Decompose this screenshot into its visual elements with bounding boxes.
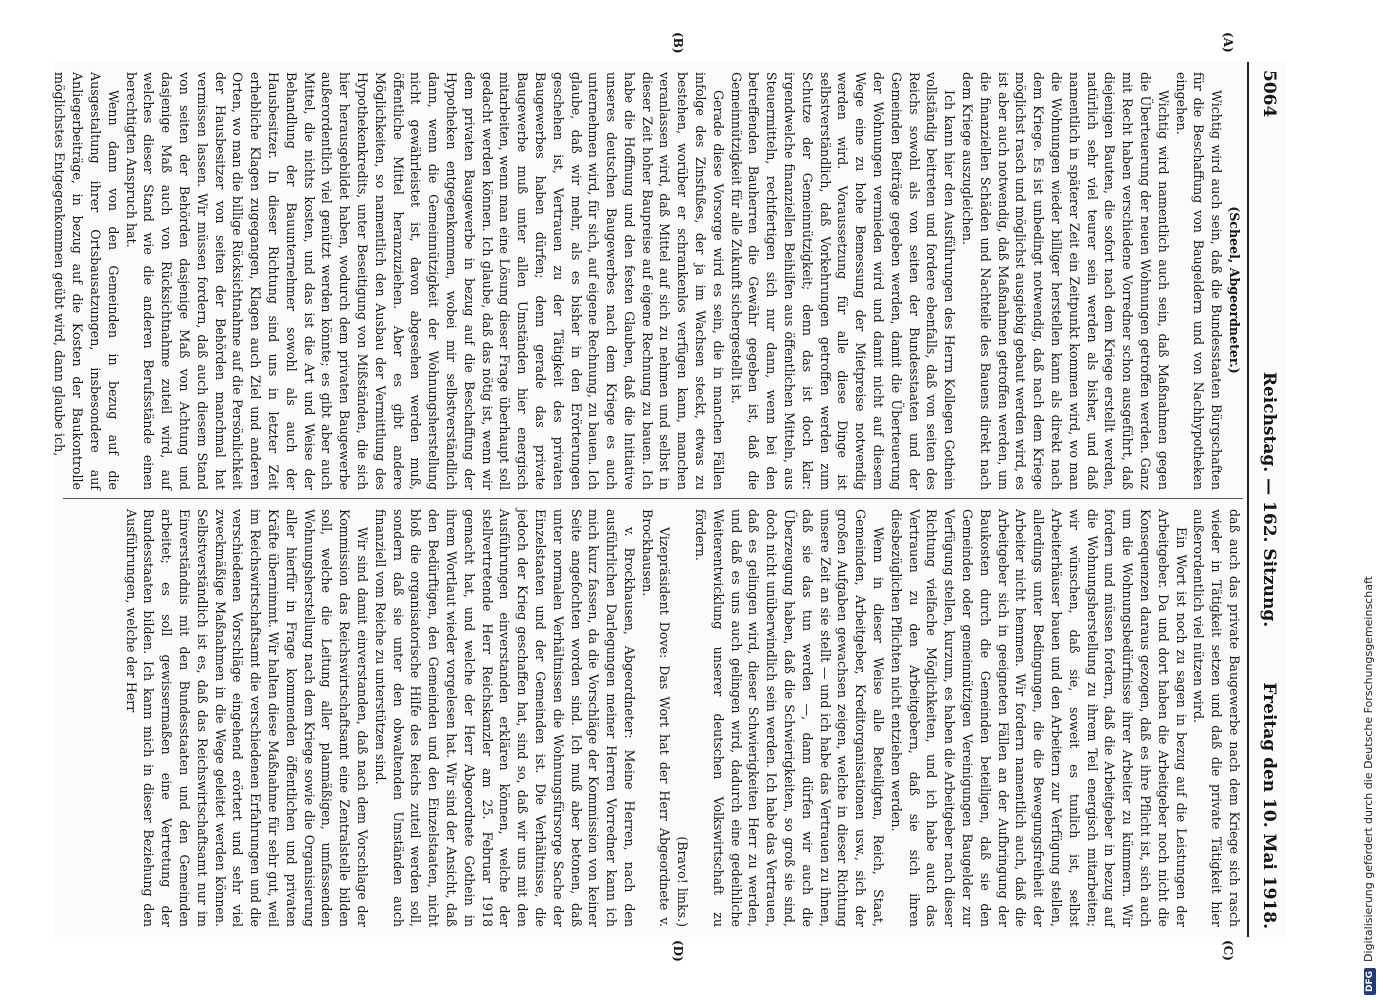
speaker-paragraph: v. Brockhausen, Abgeordneter: Meine Herren, nach den ausführlichen Darlegungen meiner Herren Vorredner kann ich mich kurz fassen, da die Vorschläge der Kommission von keiner Seite angefochten worden sind. Ich muß aber betonen, daß unter normalen Verhältnissen die Wohnungsfürsorge Sache der Einzelstaaten und der Gemeinden ist. Die Verhältnisse, die jedoch der Krieg geschaffen hat, sind so, daß wir uns mit den Ausführungen einverstanden erklären können, welche der stellvertretende Herr Reichskanzler am 25. Februar 1918 gemacht hat, und welche der Herr Abgeordnete Gothein in ihrem Wortlaut wieder vorgelesen hat. Wir sind der Ansicht, daß den Bedürftigen, den Gemeinden und den Einzelstaaten, nicht bloß die organisatorische Hilfe des Reichs zuteil werden soll, sondern daß sie unter den obwaltenden Umständen auch finanziell vom Reiche zu unterstützen sind. bbox=[372, 509, 637, 927]
header-date: Freitag den 10. Mai 1918. bbox=[1259, 682, 1279, 929]
right-column bbox=[63, 509, 1243, 927]
margin-mark-d: (D) bbox=[671, 940, 685, 962]
paragraph: Ein Wort ist noch zu sagen in bezug auf die Leistungen der Arbeitgeber. Da und dort haben die Arbeitgeber noch nicht die Konsequenzen daraus gezogen, daß es ihre Pflicht ist, sich auch um die Wohnungsbedürfnisse ihrer Arbeiter zu kümmern. Wir fordern und müssen fordern, daß die Arbeitgeber in bezug auf die Wohnungsherstellung zu ihrem Teil energisch mitarbeiten; wir wünschen, daß sie, soweit es tunlich ist, selbst Arbeiterhäuser bauen und den Arbeitern zur Verfügung stellen, allerdings unter Bedingungen, die die Bewegungsfreiheit der Arbeiter nicht hemmen. Wir fordern namentlich auch, daß die Arbeitgeber sich in geeigneten Fällen an der Aufbringung der Baukosten durch die Gemeinden beteiligen, daß sie den Gemeinden oder gemeinnützigen Vereinigungen Baugelder zur Verfügung stellen, kurzum, es haben die Arbeitgeber nach dieser Richtung vielfache Möglichkeiten, und ich habe auch das Vertrauen zu den Arbeitgebern, daß sie sich ihren diesbezüglichen Pflichten nicht entziehen werden. bbox=[888, 509, 1189, 927]
paragraph: Wir sind damit einverstanden, daß nach dem Vorschlage der Kommission das Reichswirtschaftsamt eine Zentralstelle bilden soll, welche die Leitung aller planmäßigen, umfassenden Wohnungsherstellung nach dem Kriege sowie die Organisierung aller hierfür in Frage kommenden öffentlichen und privaten Kräfte übernimmt. Wir halten diese Maßnahme für sehr gut, weil im Reichswirtschaftsamt die verschiedenen Erfahrungen und die verschiedenen Vorschläge eingehend erörtert und sehr viel zweckmäßige Maßnahmen in die Wege geleitet werden können. Selbstverständlich ist es, daß das Reichswirtschaftsamt nur im Einverständnis mit den Bundesstaaten und den Gemeinden arbeitet; es soll gewissermaßen eine Vertretung der Bundesstaaten bilden. Ich kann mich in dieser Beziehung den Ausführungen, welche der Herr bbox=[123, 509, 370, 927]
header-title: Reichstag. — 162. Sitzung. bbox=[1259, 371, 1279, 628]
president-intro: Vizepräsident Dove: Das Wort hat der Herr Abgeordnete v. Brockhausen. bbox=[639, 509, 673, 927]
paragraph: Wichtig wird auch sein, daß die Bundesstaaten Bürgschaften für die Beschaffung von Baugeldern und von Nachhypotheken eingehen. bbox=[1173, 72, 1225, 490]
margin-mark-c: (C) bbox=[1221, 940, 1235, 961]
paragraph: Ich kann hier den Ausführungen des Herrn Kollegen Gothein vollständig beitreten und fordere ebenfalls, daß von seiten des Reichs sowohl als von seiten der Bundesstaaten und der Gemeinden Beiträge gegeben werden, damit die Überteuerung der Wohnungen vermieden wird und damit nicht auf diesem Wege eine zu hohe Bemessung der Mietpreise notwendig werden wird. Voraussetzung für alle diese Dinge ist selbstverständlich, daß Vorkehrungen getroffen werden zum Schutze der Gemeinnützigkeit; denn das ist doch klar: irgendwelche finanziellen Beihilfen aus öffentlichen Mitteln, aus Steuermitteln, rechtfertigen sich nur dann, wenn bei den betreffenden Bauherren die Gewähr gegeben ist, daß die Gemeinnützigkeit für alle Zukunft sichergestellt ist. bbox=[728, 72, 958, 490]
paragraph: Wenn in dieser Weise alle Beteiligten, Reich, Staat, Gemeinden, Arbeitgeber, Kreditorganisationen usw., sich der großen Aufgaben gewachsen zeigen, welche in dieser Richtung unsere Zeit an sie stellt — und ich habe das Vertrauen zu ihnen, daß sie das tun werden —, dann dürfen wir auch die Überzeugung haben, daß die Schwierigkeiten, so groß sie sind, doch nicht unüberwindlich sein werden. Ich habe das Vertrauen, daß es gelingen wird, dieser Schwierigkeiten Herr zu werden, und daß es uns auch gelingen wird, dadurch eine gedeihliche Weiterentwicklung unserer deutschen Volkswirtschaft zu fördern. bbox=[693, 509, 887, 927]
newspaper-page bbox=[52, 32, 1285, 962]
digitization-credit bbox=[1362, 5, 1380, 995]
dfg-logo: DFG bbox=[1364, 968, 1376, 995]
column-separator bbox=[63, 498, 1243, 499]
page-header bbox=[1249, 62, 1285, 937]
paragraph: Wenn dann von den Gemeinden in bezug auf die Ausgestaltung ihrer Ortsbausatzungen, insbesondere auf Anliegerbeiträge, in bezug auf die Kosten der Baukontrolle möglichstes Entgegenkommen geübt wird, dann glaube ich, bbox=[52, 72, 121, 490]
applause-note: (Bravo! links.) bbox=[675, 836, 691, 927]
margin-mark-b: (B) bbox=[671, 32, 685, 54]
paragraph: daß auch das private Baugewerbe nach dem Kriege sich rasch wieder in Tätigkeit setzen und daß die private Tätigkeit hier außerordentlich viel nützen wird. bbox=[1191, 509, 1242, 927]
margin-mark-a: (A) bbox=[1221, 32, 1235, 53]
page-number: 5064 bbox=[1259, 70, 1279, 118]
paragraph: Wichtig wird namentlich auch sein, daß Maßnahmen gegen die Überteuerung der neuen Wohnungen getroffen werden. Ganz mit Recht haben verschiedene Vorredner schon ausgeführt, daß diejenigen Bauten, die sofort nach dem Kriege erstellt werden, natürlich sehr viel teurer sein werden als bisher, und daß namentlich in späterer Zeit ein Zeitpunkt kommen wird, wo man die Wohnungen wieder billiger herstellen kann als direkt nach dem Kriege. Es ist unbedingt notwendig, daß nach dem Kriege möglichst rasch und möglichst ausgiebig gebaut werden wird, es ist aber auch notwendig, daß Maßnahmen getroffen werden, um die finanziellen Schäden und Nachteile des Bauens direkt nach dem Kriege auszugleichen. bbox=[960, 72, 1171, 490]
paragraph: Gerade diese Vorsorge wird es sein, die in manchen Fällen infolge des Zinsfußes, der ja im Wachsen steckt, etwas zu bestehen, worüber er schrankenlos verfügen kann, manchen veranlassen wird, daß Mittel auf sich zu nehmen und selbst in dieser Zeit hoher Baupreise auf eigene Rechnung zu bauen. Ich habe die Hoffnung und den festen Glauben, daß die Initiative unseres deutschen Baugewerbes nach dem Kriege es auch unternehmen wird, für sich, auf eigene Rechnung, zu bauen. Ich glaube, daß wir mehr, als es bisher in den Erörterungen geschehen ist, Vertrauen zu der Tätigkeit des privaten Baugewerbes haben dürfen; denn gerade das private Baugewerbe muß unter allen Umständen hier energisch mitarbeiten, wenn man eine Lösung dieser Frage überhaupt soll gedacht werden können. Ich glaube, daß das nötig ist, wenn wir dem privaten Baugewerbe in bezug auf die Beschaffung der Hypotheken entgegenkommen, wobei mir selbstverständlich dann, wenn die Gemeinnützigkeit der Wohnungsherstellung nicht gewährleistet ist, davon abgesehen werden muß, öffentliche Mittel heranzuziehen. Aber es gibt andere Möglichkeiten, so namentlich den Ausbau der Vermittlung des Hypothekenkredits, unter Beseitigung von Mißständen, die sich hier herausgebildet haben, wodurch dem privaten Baugewerbe außerordentlich viel genützt werden könnte; es gibt aber auch Mittel, die nichts kosten, und das ist die Art und Weise der Behandlung der Bauunternehmer sowohl als auch der Hausbesitzer. In dieser Richtung sind uns in letzter Zeit erhebliche Klagen zugegangen, Klagen auch Ziel und anderen Orten, wo man die billige Rücksichtnahme auf die Persönlichkeit der Hausbesitzer von seiten der Behörden manchmal hat vermissen lassen. Wir müssen fordern, daß auch diesem Stand von seiten der Behörden dasjenige Maß von Achtung und dasjenige Maß auch von Rücksichtnahme zuteil wird, auf welches dieser Stand wie die anderen Berufsstände einen berechtigten Anspruch hat. bbox=[123, 72, 726, 490]
left-column bbox=[52, 72, 1243, 490]
speaker-label: (Scheel, Abgeordneter.) bbox=[1227, 206, 1242, 374]
credit-text: Digitalisierung gefördert durch die Deutsche Forschungsgemeinschaft bbox=[1362, 576, 1375, 962]
header-rule bbox=[1247, 62, 1249, 937]
